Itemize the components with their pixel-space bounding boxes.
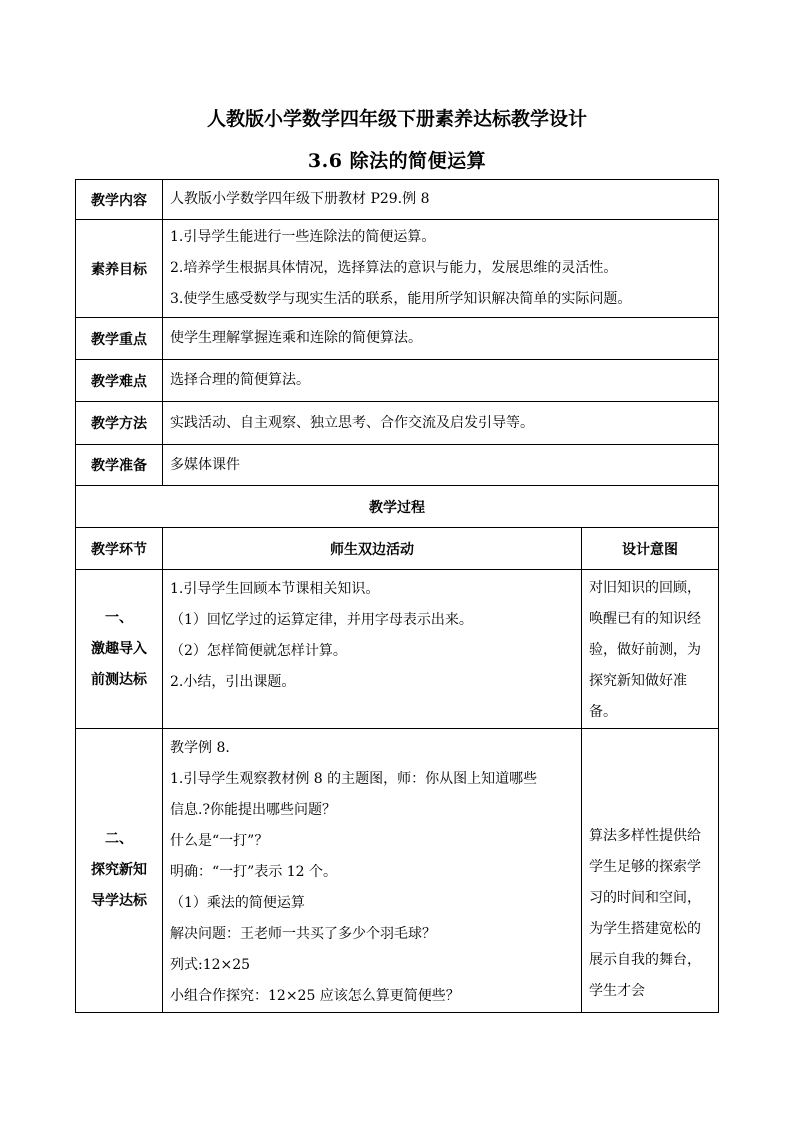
row-stage-1	[76, 570, 719, 729]
stage-2-name-line-2: 探究新知	[91, 862, 147, 878]
process-heading: 教学过程	[76, 486, 719, 528]
stage-1-activities	[163, 570, 582, 729]
lesson-plan-table	[75, 179, 719, 1013]
stage-2-activity: 解决问题：王老师一共买了多少个羽毛球？	[170, 926, 436, 942]
content-line: 人教版小学数学四年级下册教材 P29.例 8	[170, 191, 430, 207]
label-difficulties: 教学难点	[76, 360, 163, 402]
stage-2-intent: 算法多样性提供给学生足够的探索学习的时间和空间，为学生搭建宽松的展示自我的舞台，学生才会	[582, 729, 719, 1013]
stage-1-activity: 2.小结，引出课题。	[170, 674, 296, 690]
value-methods	[163, 402, 719, 445]
row-goals	[76, 220, 719, 318]
column-header-stage: 教学环节	[76, 528, 163, 570]
stage-2-name	[76, 729, 163, 1013]
stage-2-activity: 信息.?你能提出哪些问题？	[170, 802, 336, 818]
stage-2-activities	[163, 729, 582, 1013]
value-goals	[163, 220, 719, 318]
column-header-intent: 设计意图	[582, 528, 719, 570]
stage-1-activity: （1）回忆学过的运算定律，并用字母表示出来。	[170, 612, 473, 628]
preparation-line: 多媒体课件	[170, 456, 240, 473]
stage-1-intent: 对旧知识的回顾，唤醒已有的知识经验，做好前测，为探究新知做好准备。	[582, 570, 719, 729]
label-methods: 教学方法	[76, 402, 163, 445]
label-preparation: 教学准备	[76, 445, 163, 486]
stage-2-name-line-1: 二、	[105, 831, 133, 847]
stage-2-activity: 什么是“一打”？	[170, 833, 269, 849]
label-content: 教学内容	[76, 180, 163, 220]
key-points-line: 使学生理解掌握连乘和连除的简便算法。	[170, 330, 422, 346]
row-key-points	[76, 318, 719, 360]
document-title: 人教版小学数学四年级下册素养达标教学设计	[206, 108, 587, 130]
row-content	[76, 180, 719, 220]
row-process-heading	[76, 486, 719, 528]
methods-line: 实践活动、自主观察、独立思考、合作交流及启发引导等。	[170, 414, 534, 431]
stage-2-activity: 1.引导学生观察教材例 8 的主题图，师：你从图上知道哪些	[170, 771, 538, 787]
value-preparation	[163, 445, 719, 486]
stage-1-name	[76, 570, 163, 729]
row-stage-2	[76, 729, 719, 1013]
value-key-points	[163, 318, 719, 360]
stage-1-name-line-1: 一、	[105, 609, 133, 626]
goal-line-3: 3.使学生感受数学与现实生活的联系，能用所学知识解决简单的实际问题。	[170, 291, 632, 307]
stage-2-activity: 明确：“一打”表示 12 个。	[170, 864, 338, 880]
row-column-headers	[76, 528, 719, 570]
stage-2-name-line-3: 导学达标	[91, 893, 147, 909]
stage-1-name-line-2: 激趣导入	[91, 640, 147, 657]
value-content	[163, 180, 719, 220]
stage-2-activity: （1）乘法的简便运算	[170, 895, 305, 911]
label-key-points: 教学重点	[76, 318, 163, 360]
label-goals: 素养目标	[76, 220, 163, 318]
stage-2-activity: 小组合作探究：12×25 应该怎么算更简便些？	[170, 988, 460, 1004]
stage-1-activity: 1.引导学生回顾本节课相关知识。	[170, 581, 380, 597]
stage-2-activity: 列式:12×25	[170, 957, 251, 973]
row-methods	[76, 402, 719, 445]
column-header-activities: 师生双边活动	[163, 528, 582, 570]
difficulties-line: 选择合理的简便算法。	[170, 372, 310, 388]
value-difficulties	[163, 360, 719, 402]
goal-line-1: 1.引导学生能进行一些连除法的简便运算。	[170, 229, 436, 245]
stage-1-activity: （2）怎样简便就怎样计算。	[170, 643, 347, 659]
row-preparation	[76, 445, 719, 486]
stage-2-activity: 教学例 8.	[170, 740, 230, 756]
lesson-subtitle: 3.6 除法的简便运算	[307, 150, 487, 172]
goal-line-2: 2.培养学生根据具体情况，选择算法的意识与能力，发展思维的灵活性。	[170, 260, 618, 276]
stage-1-name-line-3: 前测达标	[91, 671, 147, 688]
row-difficulties	[76, 360, 719, 402]
